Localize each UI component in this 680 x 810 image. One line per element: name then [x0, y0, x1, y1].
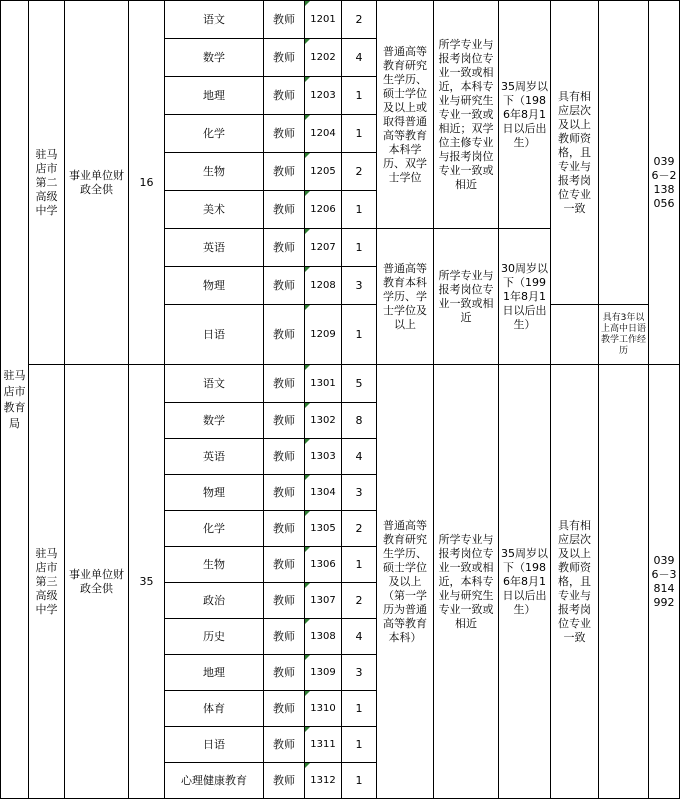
num-cell: 4 [342, 439, 377, 475]
code-cell: 1203 [305, 77, 342, 115]
education-cell: 普通高等教育研究生学历、硕士学位及以上（第一学历为普通高等教育本科） [377, 365, 434, 799]
code-cell: 1306 [305, 547, 342, 583]
role-cell: 教师 [264, 511, 305, 547]
num-cell: 1 [342, 77, 377, 115]
code-cell: 1209 [305, 305, 342, 365]
role-cell: 教师 [264, 655, 305, 691]
note-cell-empty [599, 365, 649, 799]
education-cell: 普通高等教育研究生学历、硕士学位及以上或取得普通高等教育本科学历、双学士学位 [377, 1, 434, 229]
subject-cell: 物理 [165, 475, 264, 511]
code-cell: 1206 [305, 191, 342, 229]
subject-cell: 体育 [165, 691, 264, 727]
num-cell: 4 [342, 619, 377, 655]
role-cell: 教师 [264, 305, 305, 365]
education-cell: 普通高等教育本科学历、学士学位及以上 [377, 229, 434, 365]
unit-count-cell: 16 [129, 1, 165, 365]
role-cell: 教师 [264, 115, 305, 153]
major-cell: 所学专业与报考岗位专业一致或相近 [434, 229, 499, 365]
num-cell: 4 [342, 39, 377, 77]
num-cell: 2 [342, 583, 377, 619]
code-cell: 1307 [305, 583, 342, 619]
num-cell: 8 [342, 403, 377, 439]
role-cell: 教师 [264, 153, 305, 191]
code-cell: 1201 [305, 1, 342, 39]
num-cell: 3 [342, 267, 377, 305]
code-cell: 1304 [305, 475, 342, 511]
table-row [1, 365, 680, 403]
subject-cell: 英语 [165, 229, 264, 267]
subject-cell: 生物 [165, 153, 264, 191]
num-cell: 5 [342, 365, 377, 403]
code-cell: 1202 [305, 39, 342, 77]
phone-cell: 0396－2138056 [649, 1, 680, 365]
unit-name-cell: 驻马店市第三高级中学 [29, 365, 65, 799]
role-cell: 教师 [264, 547, 305, 583]
role-cell: 教师 [264, 583, 305, 619]
agency-cell: 驻马店市教育局 [1, 1, 29, 799]
role-cell: 教师 [264, 619, 305, 655]
qualification-cell: 具有相应层次及以上教师资格，且专业与报考岗位专业一致 [551, 365, 599, 799]
code-cell: 1205 [305, 153, 342, 191]
subject-cell: 数学 [165, 403, 264, 439]
role-cell: 教师 [264, 191, 305, 229]
code-cell: 1207 [305, 229, 342, 267]
subject-cell: 心理健康教育 [165, 763, 264, 799]
num-cell: 3 [342, 655, 377, 691]
code-cell: 1208 [305, 267, 342, 305]
code-cell: 1309 [305, 655, 342, 691]
num-cell: 1 [342, 305, 377, 365]
age-cell: 30周岁以下（1991年8月1日以后出生） [499, 229, 551, 365]
code-cell: 1308 [305, 619, 342, 655]
role-cell: 教师 [264, 39, 305, 77]
role-cell: 教师 [264, 763, 305, 799]
major-cell: 所学专业与报考岗位专业一致或相近，本科专业与研究生专业一致或相近；双学位主修专业与报考岗位专业一致或相近 [434, 1, 499, 229]
code-cell: 1311 [305, 727, 342, 763]
role-cell: 教师 [264, 365, 305, 403]
unit-type-cell: 事业单位财政全供 [65, 1, 129, 365]
age-cell: 35周岁以下（1986年8月1日以后出生） [499, 1, 551, 229]
unit-count-cell: 35 [129, 365, 165, 799]
subject-cell: 物理 [165, 267, 264, 305]
unit-type-cell: 事业单位财政全供 [65, 365, 129, 799]
subject-cell: 语文 [165, 1, 264, 39]
subject-cell: 化学 [165, 511, 264, 547]
num-cell: 3 [342, 475, 377, 511]
subject-cell: 地理 [165, 655, 264, 691]
code-cell: 1204 [305, 115, 342, 153]
subject-cell: 政治 [165, 583, 264, 619]
code-cell: 1302 [305, 403, 342, 439]
subject-cell: 美术 [165, 191, 264, 229]
major-cell: 所学专业与报考岗位专业一致或相近，本科专业与研究生专业一致或相近 [434, 365, 499, 799]
num-cell: 1 [342, 727, 377, 763]
num-cell: 1 [342, 229, 377, 267]
role-cell: 教师 [264, 439, 305, 475]
unit-name-cell: 驻马店市第二高级中学 [29, 1, 65, 365]
num-cell: 2 [342, 1, 377, 39]
role-cell: 教师 [264, 691, 305, 727]
code-cell: 1303 [305, 439, 342, 475]
num-cell: 1 [342, 191, 377, 229]
subject-cell: 日语 [165, 727, 264, 763]
subject-cell: 日语 [165, 305, 264, 365]
subject-cell: 数学 [165, 39, 264, 77]
table-row [1, 1, 680, 39]
age-cell: 35周岁以下（1986年8月1日以后出生） [499, 365, 551, 799]
num-cell: 1 [342, 691, 377, 727]
subject-cell: 地理 [165, 77, 264, 115]
qualification-cell: 具有相应层次及以上教师资格，且专业与报考岗位专业一致 [551, 1, 599, 305]
num-cell: 1 [342, 547, 377, 583]
role-cell: 教师 [264, 403, 305, 439]
num-cell: 2 [342, 153, 377, 191]
phone-cell: 0396－3814992 [649, 365, 680, 799]
subject-cell: 生物 [165, 547, 264, 583]
japanese-note-cell: 具有3年以上高中日语教学工作经历 [599, 305, 649, 365]
role-cell: 教师 [264, 1, 305, 39]
num-cell: 1 [342, 763, 377, 799]
role-cell: 教师 [264, 727, 305, 763]
code-cell: 1312 [305, 763, 342, 799]
qualification-cell-empty [551, 305, 599, 365]
subject-cell: 化学 [165, 115, 264, 153]
subject-cell: 历史 [165, 619, 264, 655]
num-cell: 1 [342, 115, 377, 153]
num-cell: 2 [342, 511, 377, 547]
code-cell: 1310 [305, 691, 342, 727]
note-cell-empty [599, 1, 649, 305]
role-cell: 教师 [264, 77, 305, 115]
role-cell: 教师 [264, 267, 305, 305]
role-cell: 教师 [264, 229, 305, 267]
code-cell: 1301 [305, 365, 342, 403]
role-cell: 教师 [264, 475, 305, 511]
code-cell: 1305 [305, 511, 342, 547]
subject-cell: 英语 [165, 439, 264, 475]
subject-cell: 语文 [165, 365, 264, 403]
